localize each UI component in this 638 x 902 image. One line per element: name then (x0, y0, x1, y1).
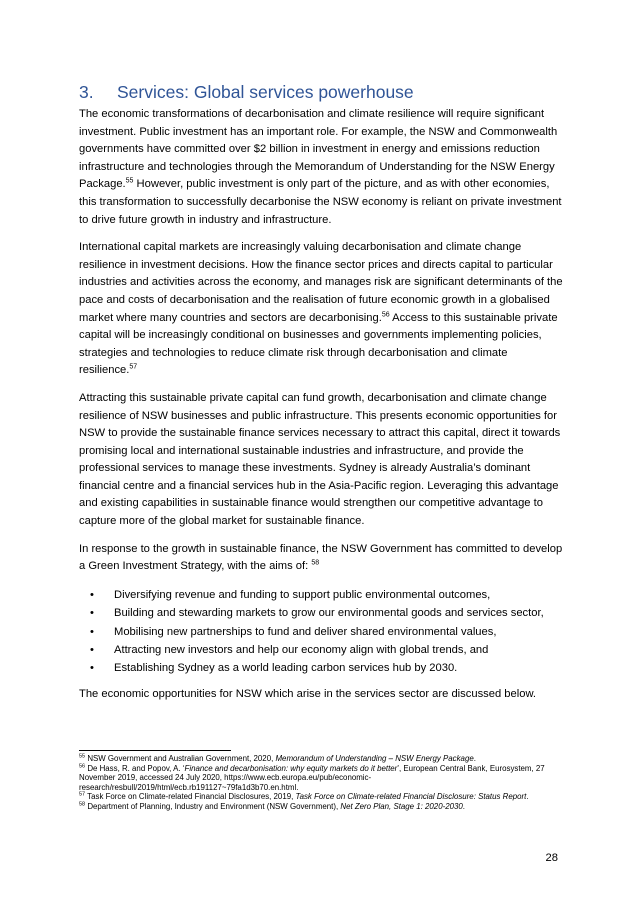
footnote-text: De Hass, R. and Popov, A. ‘ (85, 763, 185, 773)
paragraph (79, 106, 565, 229)
footnote-link-text[interactable]: ’, European Central Bank, Eurosystem, 27 November 2019, accessed 24 July 2020, https://www.ecb.europa.eu/pub/economic-research/resbull/2019/html/ecb.rb191127~79fa1d3b70.en.html. (79, 763, 545, 792)
footnote-number: 56 (79, 762, 86, 769)
list-item (90, 641, 565, 659)
footnote-text: . (473, 754, 476, 763)
footnote (79, 764, 549, 793)
section-heading (79, 82, 414, 103)
list-item-text: Establishing Sydney as a world leading carbon services hub by 2030. (114, 662, 458, 675)
list-item-text: Diversifying revenue and funding to support public environmental outcomes, (114, 588, 491, 601)
footnote-text: . (462, 801, 465, 811)
section-title: Services: Global services powerhouse (117, 82, 414, 102)
footnote-number: 58 (79, 801, 86, 808)
footnote-divider (79, 750, 231, 751)
footnote (79, 792, 549, 802)
bullet-icon: • (90, 607, 94, 620)
footnote-title: Finance and decarbonisation: why equity markets do it better (184, 763, 398, 773)
list-item (90, 604, 565, 622)
list-item-text: Attracting new investors and help our economy align with global trends, and (114, 644, 489, 657)
bullet-icon: • (90, 588, 94, 601)
footnote-ref-58[interactable]: 58 (311, 559, 320, 567)
paragraph-text: Attracting this sustainable private capital can fund growth, decarbonisation and climate change resilience of NSW businesses and public infrastructure. This presents economic opportunities for NSW to provide the sustainable finance services necessary to attract this capital, direct it towards promising local and international sustainable industries and infrastructure, and provide the professional services to manage these investments. Sydney is already Australia’s dominant financial centre and a financial services hub in the Asia-Pacific region. Leveraging this advantage and existing capabilities in sustainable finance would strengthen our competitive advantage to capture more of the global market for sustainable finance. (79, 391, 561, 528)
section-number: 3. (79, 82, 94, 102)
list-item-text: Mobilising new partnerships to fund and deliver shared environmental values, (114, 625, 497, 638)
paragraph-text: In response to the growth in sustainable finance, the NSW Government has committed to develop a Green Investment Strategy, with the aims of: (79, 542, 563, 573)
footnote-ref-56[interactable]: 56 (381, 310, 390, 318)
list-item (90, 623, 565, 641)
footnotes (79, 754, 549, 812)
paragraph (79, 541, 565, 576)
list-item (90, 659, 565, 677)
paragraph-text: The economic transformations of decarbonisation and climate resilience will require significant investment. Public investment has an important role. For example, the NSW and Commonwealth governments have committed over $2 billion in investment in energy and emissions reduction infrastructure and technologies through the Memorandum of Understanding for the NSW Energy Package. (79, 108, 558, 191)
footnote-ref-55[interactable]: 55 (125, 177, 134, 185)
footnote-title: Memorandum of Understanding – NSW Energy Package (275, 754, 474, 763)
paragraph-text: However, public investment is only part of the picture, and as with other economies, this transformation to successfully decarbonise the NSW economy is reliant on private investment to drive future growth in industry and infrastructure. (79, 178, 562, 226)
paragraph-text: International capital markets are increasingly valuing decarbonisation and climate change resilience in investment decisions. How the finance sector prices and directs capital to particular industries and activities across the economy, and manages risk are significant determinants of the pace and costs of decarbonisation and the realisation of future economic growth in a globalised market where many countries and sectors are decarbonising. (79, 241, 563, 324)
page-number: 28 (545, 852, 558, 864)
paragraph (79, 239, 565, 380)
paragraph-text: Access to this sustainable private capital will be increasingly conditional on businesses and governments implementing policies, strategies and technologies to reduce climate risk through decarbonisation and climate resilience. (79, 311, 558, 377)
footnote (79, 754, 549, 764)
footnote-title: Task Force on Climate-related Financial Disclosure: Status Report (295, 792, 527, 802)
footnote-text: . (526, 792, 529, 802)
footnote-text: NSW Government and Australian Government, 2020, (85, 754, 276, 763)
list-item-text: Building and stewarding markets to grow our environmental goods and services sector, (114, 607, 544, 620)
footnote-ref-57[interactable]: 57 (129, 363, 138, 371)
list-item (90, 586, 565, 604)
footnote-number: 57 (79, 791, 86, 798)
footnote-text: Department of Planning, Industry and Environment (NSW Government), (85, 801, 341, 811)
footnote-number: 55 (79, 753, 86, 760)
bullet-icon: • (90, 662, 94, 675)
bullet-icon: • (90, 625, 94, 638)
footnote (79, 802, 549, 812)
footnote-text: Task Force on Climate-related Financial Disclosures, 2019, (85, 792, 296, 802)
bullet-icon: • (90, 644, 94, 657)
footnote-title: Net Zero Plan, Stage 1: 2020-2030 (340, 801, 463, 811)
closing-paragraph: The economic opportunities for NSW which arise in the services sector are discussed below. (79, 687, 537, 700)
paragraph (79, 390, 565, 531)
body-text (79, 106, 565, 713)
aims-list (79, 586, 565, 678)
